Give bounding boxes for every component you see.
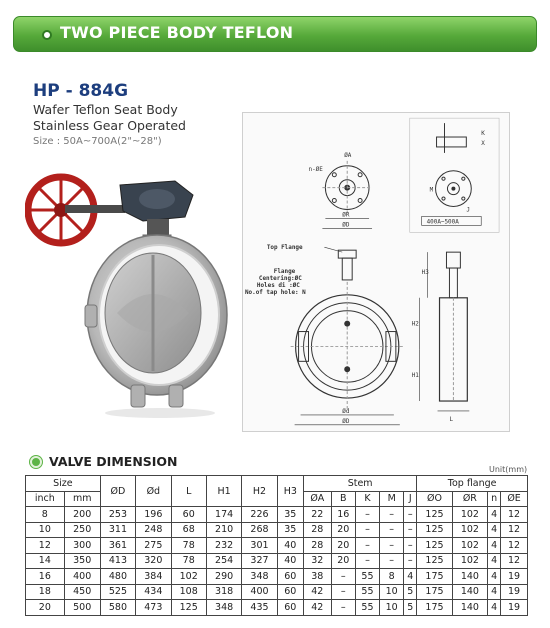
table-cell: 102 <box>452 507 487 523</box>
svg-text:H3: H3 <box>421 268 429 276</box>
table-cell: 55 <box>355 569 379 585</box>
table-cell: 20 <box>331 538 355 554</box>
table-cell: 500 <box>64 600 100 616</box>
header-size: Size <box>26 476 101 492</box>
unit-label: Unit(mm) <box>489 465 528 474</box>
header-M: M <box>380 491 404 507</box>
table-cell: 175 <box>417 584 452 600</box>
title-banner <box>13 16 537 52</box>
header-n: n <box>488 491 501 507</box>
table-cell: 4 <box>488 522 501 538</box>
table-cell: 35 <box>277 507 303 523</box>
table-cell: 327 <box>242 553 277 569</box>
table-cell: 12 <box>26 538 65 554</box>
table-cell: – <box>404 522 417 538</box>
table-cell: 320 <box>136 553 171 569</box>
table-row <box>26 522 528 538</box>
table-cell: 318 <box>206 584 241 600</box>
table-cell: 413 <box>100 553 135 569</box>
table-cell: 348 <box>242 569 277 585</box>
table-header-row <box>26 476 528 492</box>
table-cell: 210 <box>206 522 241 538</box>
product-model: HP - 884G <box>33 81 129 101</box>
table-row <box>26 584 528 600</box>
svg-text:Flange: Flange <box>273 267 296 275</box>
svg-text:ØA: ØA <box>344 151 352 159</box>
table-cell: 125 <box>417 522 452 538</box>
header-H2: H2 <box>242 476 277 507</box>
header-L: L <box>171 476 206 507</box>
header-H1: H1 <box>206 476 241 507</box>
table-cell: 480 <box>100 569 135 585</box>
header-top-flange: Top flange <box>417 476 528 492</box>
table-cell: – <box>380 507 404 523</box>
header-O: ØO <box>417 491 452 507</box>
dimension-table <box>25 475 528 616</box>
table-cell: 348 <box>206 600 241 616</box>
table-cell: 4 <box>488 538 501 554</box>
table-cell: 78 <box>171 538 206 554</box>
svg-text:Top Flange: Top Flange <box>266 244 303 252</box>
table-cell: 5 <box>404 600 417 616</box>
table-cell: 8 <box>380 569 404 585</box>
svg-text:Centering:ØC: Centering:ØC <box>258 274 302 282</box>
table-cell: – <box>404 538 417 554</box>
table-cell: 19 <box>501 569 528 585</box>
table-cell: 175 <box>417 569 452 585</box>
svg-text:M: M <box>429 186 434 194</box>
table-cell: 311 <box>100 522 135 538</box>
table-cell: 361 <box>100 538 135 554</box>
table-cell: 5 <box>404 584 417 600</box>
table-cell: 102 <box>452 538 487 554</box>
table-cell: 20 <box>331 553 355 569</box>
table-cell: – <box>355 522 379 538</box>
table-cell: 4 <box>488 584 501 600</box>
table-cell: 125 <box>417 553 452 569</box>
table-cell: 125 <box>417 507 452 523</box>
table-cell: – <box>380 553 404 569</box>
svg-text:K: K <box>481 130 485 138</box>
table-cell: 68 <box>171 522 206 538</box>
table-cell: – <box>355 538 379 554</box>
table-cell: 19 <box>501 584 528 600</box>
table-cell: 12 <box>501 538 528 554</box>
svg-text:X: X <box>481 139 485 147</box>
table-cell: 32 <box>303 553 331 569</box>
table-cell: 78 <box>171 553 206 569</box>
table-cell: 18 <box>26 584 65 600</box>
table-cell: 38 <box>303 569 331 585</box>
table-cell: 28 <box>303 538 331 554</box>
svg-text:L: L <box>449 415 454 423</box>
svg-text:ØD: ØD <box>342 221 350 229</box>
table-cell: 4 <box>488 553 501 569</box>
svg-text:n-ØE: n-ØE <box>308 165 323 173</box>
section-bullet-icon <box>30 456 42 468</box>
svg-text:Holes di :ØC: Holes di :ØC <box>256 281 300 289</box>
product-description-line1: Wafer Teflon Seat Body <box>33 102 178 117</box>
table-cell: 125 <box>417 538 452 554</box>
table-cell: 60 <box>277 600 303 616</box>
table-cell: 174 <box>206 507 241 523</box>
table-cell: 28 <box>303 522 331 538</box>
table-cell: 140 <box>452 569 487 585</box>
product-description-line2: Stainless Gear Operated <box>33 118 186 133</box>
table-cell: 232 <box>206 538 241 554</box>
header-B: B <box>331 491 355 507</box>
banner-bullet-icon <box>42 30 52 40</box>
header-H3: H3 <box>277 476 303 507</box>
table-cell: – <box>331 584 355 600</box>
technical-drawing <box>242 112 510 432</box>
table-cell: 473 <box>136 600 171 616</box>
svg-text:Ød: Ød <box>342 407 350 415</box>
table-cell: 350 <box>64 553 100 569</box>
table-cell: 4 <box>488 569 501 585</box>
table-cell: 400 <box>64 569 100 585</box>
table-cell: 175 <box>417 600 452 616</box>
table-cell: 55 <box>355 600 379 616</box>
table-cell: 125 <box>171 600 206 616</box>
table-cell: 4 <box>404 569 417 585</box>
header-J: J <box>404 491 417 507</box>
table-cell: 226 <box>242 507 277 523</box>
svg-text:400A~500A: 400A~500A <box>426 218 459 226</box>
table-cell: 102 <box>452 522 487 538</box>
table-cell: 248 <box>136 522 171 538</box>
table-cell: 19 <box>501 600 528 616</box>
svg-text:H2: H2 <box>411 320 419 328</box>
table-cell: – <box>355 507 379 523</box>
table-cell: 250 <box>64 522 100 538</box>
table-cell: 12 <box>501 507 528 523</box>
header-inch: inch <box>26 491 65 507</box>
table-cell: 102 <box>171 569 206 585</box>
table-cell: 60 <box>171 507 206 523</box>
table-cell: 10 <box>380 600 404 616</box>
svg-text:ØD: ØD <box>342 417 350 425</box>
table-cell: 4 <box>488 507 501 523</box>
table-cell: 200 <box>64 507 100 523</box>
banner-title: TWO PIECE BODY TEFLON <box>60 23 294 42</box>
table-cell: 10 <box>26 522 65 538</box>
table-cell: 20 <box>26 600 65 616</box>
table-cell: – <box>404 507 417 523</box>
header-R: ØR <box>452 491 487 507</box>
header-stem: Stem <box>303 476 416 492</box>
table-cell: 301 <box>242 538 277 554</box>
table-row <box>26 507 528 523</box>
table-row <box>26 553 528 569</box>
header-mm: mm <box>64 491 100 507</box>
table-cell: 300 <box>64 538 100 554</box>
table-cell: 35 <box>277 522 303 538</box>
table-row <box>26 538 528 554</box>
table-cell: – <box>380 538 404 554</box>
table-cell: 42 <box>303 600 331 616</box>
table-cell: 254 <box>206 553 241 569</box>
table-row <box>26 569 528 585</box>
table-cell: 20 <box>331 522 355 538</box>
table-cell: 16 <box>26 569 65 585</box>
table-cell: 12 <box>501 522 528 538</box>
section-title: VALVE DIMENSION <box>49 454 178 469</box>
table-cell: 14 <box>26 553 65 569</box>
valve-photo <box>25 155 230 420</box>
table-cell: 434 <box>136 584 171 600</box>
table-cell: 22 <box>303 507 331 523</box>
header-K: K <box>355 491 379 507</box>
table-cell: 108 <box>171 584 206 600</box>
table-cell: 253 <box>100 507 135 523</box>
table-cell: – <box>404 553 417 569</box>
table-cell: 42 <box>303 584 331 600</box>
table-cell: 40 <box>277 538 303 554</box>
header-d: Ød <box>136 476 171 507</box>
table-cell: 55 <box>355 584 379 600</box>
table-cell: – <box>380 522 404 538</box>
table-cell: 435 <box>242 600 277 616</box>
table-cell: 384 <box>136 569 171 585</box>
table-cell: 12 <box>501 553 528 569</box>
table-cell: 60 <box>277 569 303 585</box>
table-cell: 140 <box>452 584 487 600</box>
table-cell: 450 <box>64 584 100 600</box>
header-E: ØE <box>501 491 528 507</box>
table-cell: 8 <box>26 507 65 523</box>
table-cell: 102 <box>452 553 487 569</box>
svg-text:ØR: ØR <box>342 211 350 219</box>
table-cell: 400 <box>242 584 277 600</box>
table-cell: 60 <box>277 584 303 600</box>
header-D: ØD <box>100 476 135 507</box>
table-cell: 4 <box>488 600 501 616</box>
table-cell: 525 <box>100 584 135 600</box>
table-cell: 40 <box>277 553 303 569</box>
table-cell: 580 <box>100 600 135 616</box>
table-cell: 140 <box>452 600 487 616</box>
table-cell: 275 <box>136 538 171 554</box>
table-cell: 290 <box>206 569 241 585</box>
table-cell: 268 <box>242 522 277 538</box>
table-cell: – <box>331 600 355 616</box>
product-size-range: Size : 50A~700A(2"~28") <box>33 136 162 147</box>
table-cell: 10 <box>380 584 404 600</box>
table-cell: – <box>331 569 355 585</box>
table-cell: 196 <box>136 507 171 523</box>
svg-text:No.of tap hole: N: No.of tap hole: N <box>244 288 306 296</box>
table-cell: – <box>355 553 379 569</box>
table-cell: 16 <box>331 507 355 523</box>
svg-text:H1: H1 <box>411 372 419 380</box>
table-row <box>26 600 528 616</box>
svg-text:J: J <box>466 206 470 214</box>
header-A: ØA <box>303 491 331 507</box>
